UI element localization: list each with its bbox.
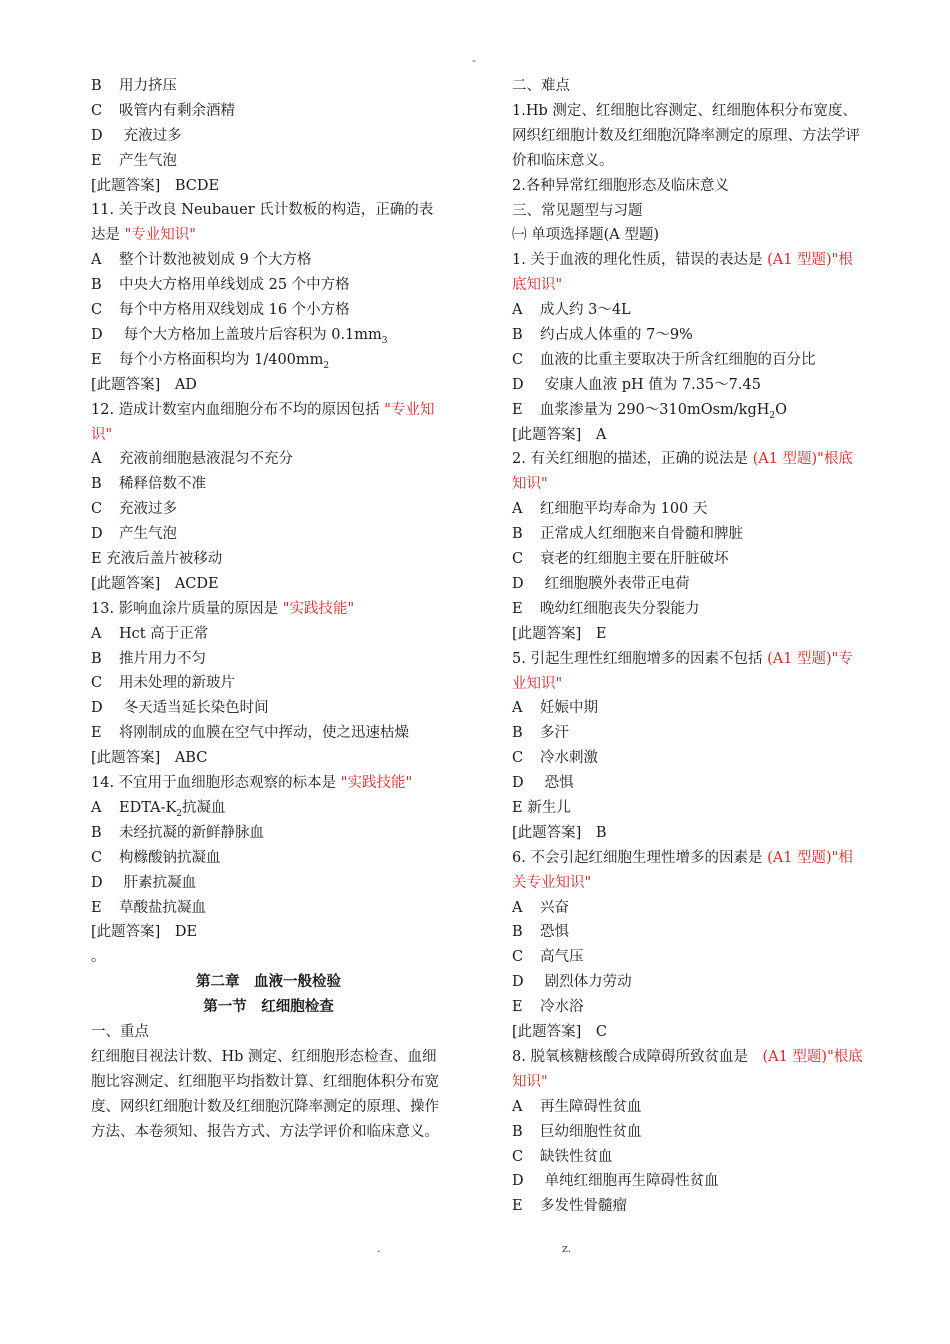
question-text: 1. 关于血液的理化性质，错误的表达是 [512, 252, 768, 269]
option-text: 冷水浴 [540, 999, 584, 1016]
option-letter: A [91, 799, 102, 816]
option [512, 995, 864, 1020]
option-text: 用未处理的新玻片 [119, 675, 235, 692]
option [91, 622, 446, 647]
option-text: 稀释倍数不准 [119, 476, 206, 493]
option-text: 充液前细胞悬液混匀不充分 [119, 451, 293, 468]
option-letter: D [91, 700, 103, 717]
option [512, 348, 864, 373]
option [91, 846, 446, 871]
question-text: 14. 不宜用于血细胞形态观察的标本是 [91, 775, 341, 792]
option [512, 522, 864, 547]
option-letter: A [512, 1098, 523, 1115]
option-letter: B [512, 725, 523, 742]
option-letter: C [91, 302, 103, 319]
question-text: 8. 脱氧核糖核酸合成障碍所致贫血是 [512, 1048, 763, 1065]
option-letter: C [512, 949, 524, 966]
question-text: 11. 关于改良 Neubauer 氏计数板的构造，正确的表达是 [91, 202, 434, 244]
option-text: 推片用力不匀 [119, 650, 206, 667]
option-text: 未经抗凝的新鲜静脉血 [119, 824, 264, 841]
option-letter: E [91, 152, 102, 169]
question-text: 13. 影响血涂片质量的原因是 [91, 600, 283, 617]
option [512, 1095, 864, 1120]
question [512, 647, 864, 697]
option-text: 用力挤压 [119, 78, 177, 94]
option-text: EDTA-K [119, 799, 177, 816]
option-text: 再生障碍性贫血 [540, 1098, 642, 1115]
option-text: 产生气泡 [119, 526, 177, 543]
option-letter: B [512, 326, 523, 343]
option-text: 单纯红细胞再生障碍性贫血 [540, 1173, 719, 1190]
question [512, 447, 864, 497]
option-text-tail: 抗凝血 [182, 799, 226, 816]
option-text: 巨幼细胞性贫血 [540, 1123, 642, 1140]
option-text: 安康人血液 pH 值为 7.35～7.45 [540, 376, 761, 393]
option-subscript: 2 [769, 410, 776, 421]
text-line: [此题答案] ABC [91, 750, 208, 767]
text-line: 三、常见题型与习题 [512, 202, 643, 219]
option-letter: D [512, 376, 524, 393]
option-text: 冷水刺激 [540, 750, 598, 767]
option-text: 缺铁性贫血 [540, 1148, 613, 1165]
option-letter: B [91, 476, 102, 493]
question [91, 597, 446, 622]
question-category: "专业知识" [124, 227, 196, 244]
option-text: 高气压 [540, 949, 584, 966]
question-text: 12. 造成计数室内血细胞分布不均的原因包括 [91, 401, 385, 418]
option-text: 恐惧 [540, 775, 574, 792]
option [512, 497, 864, 522]
option-text: 多发性骨髓瘤 [540, 1198, 627, 1215]
option-letter: E [91, 899, 102, 916]
question [512, 1045, 864, 1095]
option-letter: C [512, 750, 524, 767]
option-text: 正常成人红细胞来自骨髓和脾脏 [540, 526, 743, 543]
text-line: [此题答案] E [512, 625, 607, 642]
option-text: 恐惧 [540, 924, 569, 941]
text-line: [此题答案] B [512, 824, 607, 841]
option [91, 871, 446, 896]
option [512, 721, 864, 746]
option [91, 497, 446, 522]
option-text: 成人约 3～4L [540, 302, 631, 319]
option [91, 273, 446, 298]
option-letter: D [91, 526, 103, 543]
option-text: 枸橼酸钠抗凝血 [119, 849, 221, 866]
option-letter: A [512, 302, 523, 319]
option-text: 中央大方格用单线划成 25 个中方格 [119, 277, 350, 294]
option-text: 晚幼红细胞丧失分裂能力 [540, 600, 700, 617]
text-line: [此题答案] C [512, 1024, 607, 1041]
option [512, 920, 864, 945]
section-title: 第二章 血液一般检验 [196, 973, 341, 991]
option-letter: B [91, 277, 102, 294]
option-subscript: 3 [381, 335, 388, 346]
text-line: 2.各种异常红细胞形态及临床意义 [512, 177, 729, 194]
option-text: 妊娠中期 [540, 700, 598, 717]
footer-right-mark: z. [562, 1242, 572, 1255]
option [512, 572, 864, 597]
option [91, 522, 446, 547]
option [91, 821, 446, 846]
option-letter: E [512, 401, 523, 418]
option-text: 将刚制成的血膜在空气中挥动，使之迅速枯燥 [119, 725, 409, 742]
question-category: "实践技能" [282, 600, 355, 617]
option-letter: D [512, 974, 524, 991]
option-text: 衰老的红细胞主要在肝脏破坏 [540, 551, 729, 568]
option-letter: E [512, 1198, 523, 1215]
option [91, 124, 446, 149]
question-category: (A1 型题)"专业知识" [512, 650, 853, 692]
option [512, 1145, 864, 1170]
option [91, 149, 446, 174]
option-letter: A [91, 252, 102, 269]
question [91, 398, 446, 448]
text-line: ㈠ 单项选择题(A 型题) [512, 227, 660, 244]
option-letter: D [512, 775, 524, 792]
option-text: 肝素抗凝血 [119, 874, 197, 891]
option [91, 696, 446, 721]
option-letter: B [512, 924, 523, 941]
option-text: 剧烈体力劳动 [540, 974, 632, 991]
option-text: 产生气泡 [119, 152, 177, 169]
option [512, 970, 864, 995]
option [91, 447, 446, 472]
option [512, 746, 864, 771]
option-letter: D [91, 326, 103, 343]
option-text: 充液过多 [119, 501, 177, 518]
option-text: Hct 高于正常 [119, 625, 209, 642]
question-category: (A1 型题)"根底知识" [512, 252, 853, 294]
option [91, 298, 446, 323]
text-line: [此题答案] BCDE [91, 177, 220, 194]
option-text: 红细胞平均寿命为 100 天 [540, 501, 708, 518]
option [512, 398, 864, 423]
section-title: 第一节 红细胞检查 [203, 998, 334, 1016]
question [512, 846, 864, 896]
option [512, 323, 864, 348]
option [91, 796, 446, 821]
option-text: 多汗 [540, 725, 569, 742]
text-line: E 新生儿 [512, 799, 571, 816]
option-text: 冬天适当延长染色时间 [119, 700, 269, 717]
option-letter: B [512, 526, 523, 543]
option-letter: D [512, 575, 524, 592]
option-letter: A [91, 451, 102, 468]
option [91, 348, 446, 373]
option-text: 兴奋 [540, 899, 569, 916]
text-line: 二、难点 [512, 78, 570, 94]
option-letter: B [512, 1123, 523, 1140]
option-letter: C [512, 351, 524, 368]
option [512, 945, 864, 970]
option-letter: A [512, 899, 523, 916]
option-text: 充液过多 [119, 127, 182, 144]
text-line: [此题答案] DE [91, 924, 198, 941]
option-letter: C [512, 1148, 524, 1165]
option-subscript: 2 [323, 360, 330, 371]
text-line: 一、重点 [91, 1023, 149, 1040]
option-letter: C [91, 849, 103, 866]
question [512, 248, 864, 298]
paragraph: 红细胞目视法计数、Hb 测定、红细胞形态检查、血细胞比容测定、红细胞平均指数计算、红细胞体积分布宽度、网织红细胞计数及红细胞沉降率测定的原理、操作方法、本卷须知、报告方式、方法学评价和临床意义。 [91, 1048, 439, 1140]
option-text: 红细胞膜外表带正电荷 [540, 575, 690, 592]
option-text: 约占成人体重的 7～9% [540, 326, 693, 343]
option [512, 1194, 864, 1219]
option [512, 696, 864, 721]
option [512, 1120, 864, 1145]
option-text: 血液的比重主要取决于所含红细胞的百分比 [540, 351, 816, 368]
option-letter: C [91, 102, 103, 119]
option [512, 896, 864, 921]
option-subscript: 2 [176, 808, 183, 819]
text-line: E 充液后盖片被移动 [91, 550, 223, 567]
option [91, 671, 446, 696]
option-letter: D [91, 874, 103, 891]
question-category: "实践技能" [340, 775, 413, 792]
option [91, 99, 446, 124]
option-letter: A [91, 625, 102, 642]
option-letter: D [91, 127, 103, 144]
option [512, 597, 864, 622]
option-text-tail: O [775, 401, 788, 418]
question-category: "专业知识" [91, 401, 435, 443]
option [512, 373, 864, 398]
option-letter: A [512, 700, 523, 717]
option-text: 每个大方格加上盖玻片后容积为 0.1mm [119, 326, 382, 343]
option-letter: C [91, 501, 103, 518]
option [91, 896, 446, 921]
option [91, 647, 446, 672]
header-mark: - [472, 54, 476, 67]
option-text: 吸管内有剩余酒精 [119, 102, 235, 119]
option [91, 74, 446, 99]
option-letter: B [91, 824, 102, 841]
question-text: 5. 引起生理性红细胞增多的因素不包括 [512, 650, 768, 667]
question-category: (A1 型题)"根底知识" [512, 1048, 863, 1090]
option [512, 547, 864, 572]
text-line: [此题答案] A [512, 426, 607, 443]
question-category: (A1 型题)"根底知识" [512, 451, 853, 493]
option-letter: C [512, 551, 524, 568]
option-letter: E [512, 600, 523, 617]
option [91, 248, 446, 273]
text-line: [此题答案] AD [91, 376, 197, 393]
option-text: 每个小方格面积均为 1/400mm [119, 351, 324, 368]
text-line: 。 [91, 949, 106, 966]
option [91, 472, 446, 497]
question [91, 198, 446, 248]
option-letter: B [91, 650, 102, 667]
option [91, 721, 446, 746]
option-letter: E [512, 999, 523, 1016]
option-letter: C [91, 675, 103, 692]
text-line: [此题答案] ACDE [91, 575, 219, 592]
question-text: 6. 不会引起红细胞生理性增多的因素是 [512, 849, 768, 866]
option-text: 血浆渗量为 290～310mOsm/kgH [540, 401, 770, 418]
option-text: 每个中方格用双线划成 16 个小方格 [119, 302, 350, 319]
paragraph: 1.Hb 测定、红细胞比容测定、红细胞体积分布宽度、网织红细胞计数及红细胞沉降率测定的原理、方法学评价和临床意义。 [512, 102, 860, 169]
right-column [512, 74, 864, 1219]
left-column [91, 74, 446, 1144]
option [512, 771, 864, 796]
option [512, 1169, 864, 1194]
question-text: 2. 有关红细胞的描述，正确的说法是 [512, 451, 753, 468]
option-text: 整个计数池被划成 9 个大方格 [119, 252, 312, 269]
footer-left-mark: . [377, 1242, 381, 1255]
option [512, 298, 864, 323]
option [91, 323, 446, 348]
option-letter: B [91, 78, 102, 94]
option-letter: E [91, 351, 102, 368]
question-category: (A1 型题)"相关专业知识" [512, 849, 853, 891]
option-letter: D [512, 1173, 524, 1190]
option-letter: A [512, 501, 523, 518]
option-letter: E [91, 725, 102, 742]
option-text: 草酸盐抗凝血 [119, 899, 206, 916]
question [91, 771, 446, 796]
